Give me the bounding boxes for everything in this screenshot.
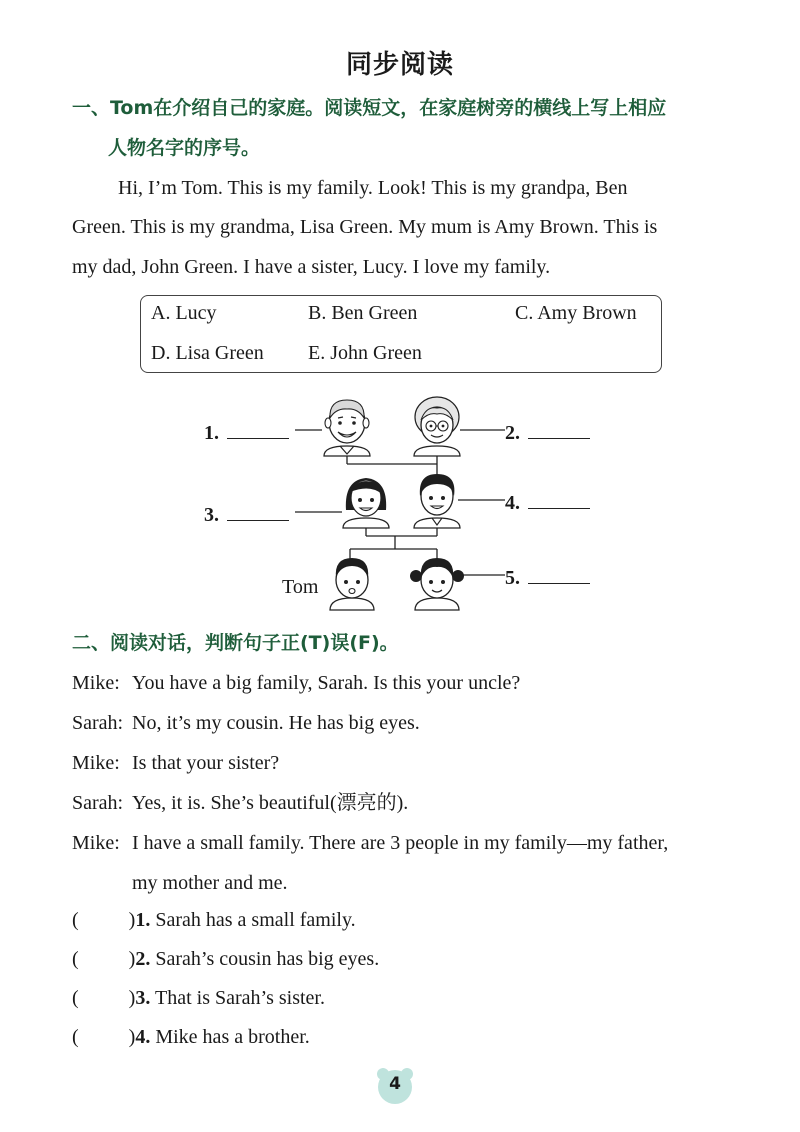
question-text: Sarah’s cousin has big eyes. <box>150 948 380 970</box>
option-c: C. Amy Brown <box>515 302 637 324</box>
page-number-badge <box>374 1064 416 1106</box>
tree-number-1: 1. <box>204 422 219 444</box>
answer-paren-close: ) <box>128 987 136 1009</box>
dialogue-text: You have a big family, Sarah. Is this your uncle? <box>132 672 521 694</box>
grandma-figure <box>414 397 460 456</box>
tf-question <box>72 979 752 1018</box>
mum-figure <box>343 478 389 528</box>
answer-paren-close: ) <box>128 1026 136 1048</box>
option-a: A. Lucy <box>151 302 217 324</box>
tree-label-1 <box>204 420 289 445</box>
answer-paren-open: ( <box>72 987 79 1009</box>
passage-line2: Green. This is my grandma, Lisa Green. My mum is Amy Brown. This is <box>72 216 658 238</box>
dialogue-text: Yes, it is. She’s beautiful(漂亮的). <box>132 792 409 814</box>
question-number: 2. <box>135 948 151 970</box>
tree-number-5: 5. <box>505 567 520 589</box>
dad-figure <box>414 474 460 528</box>
speaker: Mike: <box>72 752 120 774</box>
answer-paren-open: ( <box>72 1026 79 1048</box>
section1-heading-line1: 一、Tom在介绍自己的家庭。阅读短文，在家庭树旁的横线上写上相应 <box>72 97 667 119</box>
answer-blank-2[interactable] <box>528 420 590 439</box>
question-text: Mike has a brother. <box>150 1026 310 1048</box>
question-number: 4. <box>135 1026 151 1048</box>
section1-heading-line2: 人物名字的序号。 <box>108 137 261 159</box>
tree-number-2: 2. <box>505 422 520 444</box>
answer-paren-open: ( <box>72 909 79 931</box>
dialogue-line <box>72 743 752 783</box>
answer-blank-1[interactable] <box>227 420 289 439</box>
dialogue-line <box>72 823 752 863</box>
tf-answer-slot-4[interactable] <box>79 1018 129 1057</box>
tom-label: Tom <box>282 576 319 598</box>
tf-questions <box>72 901 752 1057</box>
answer-blank-4[interactable] <box>528 490 590 509</box>
answer-paren-close: ) <box>128 948 136 970</box>
dialogue-line <box>72 703 752 743</box>
option-e: E. John Green <box>308 342 422 364</box>
tf-answer-slot-3[interactable] <box>79 979 129 1018</box>
tree-number-3: 3. <box>204 504 219 526</box>
dialogue <box>72 663 752 903</box>
passage-line3: my dad, John Green. I have a sister, Lucy. I love my family. <box>72 256 551 278</box>
grandpa-figure <box>324 400 370 456</box>
answer-blank-5[interactable] <box>528 565 590 584</box>
speaker: Mike: <box>72 672 120 694</box>
question-text: Sarah has a small family. <box>150 909 356 931</box>
tom-figure <box>330 558 374 610</box>
dialogue-text: my mother and me. <box>132 872 288 894</box>
speaker: Sarah: <box>72 792 124 814</box>
family-tree <box>200 392 620 617</box>
tree-label-4 <box>505 490 590 515</box>
page-title: 同步阅读 <box>345 50 454 80</box>
dialogue-text: No, it’s my cousin. He has big eyes. <box>132 712 420 734</box>
question-number: 1. <box>135 909 151 931</box>
answer-paren-close: ) <box>128 909 136 931</box>
tf-answer-slot-2[interactable] <box>79 940 129 979</box>
dialogue-line <box>72 783 752 823</box>
tree-label-2 <box>505 420 590 445</box>
question-text: That is Sarah’s sister. <box>150 987 325 1009</box>
option-d: D. Lisa Green <box>151 342 264 364</box>
dialogue-text: I have a small family. There are 3 people in my family—my father, <box>132 832 669 854</box>
dialogue-line <box>72 663 752 703</box>
section2-heading: 二、阅读对话，判断句子正(T)误(F)。 <box>72 632 399 654</box>
lucy-figure <box>410 558 464 610</box>
tf-question <box>72 1018 752 1057</box>
speaker <box>72 863 132 903</box>
answer-blank-3[interactable] <box>227 502 289 521</box>
options-box <box>140 295 662 373</box>
answer-paren-open: ( <box>72 948 79 970</box>
dialogue-text: Is that your sister? <box>132 752 280 774</box>
speaker: Mike: <box>72 832 120 854</box>
dialogue-line <box>72 863 752 903</box>
tree-label-3 <box>204 502 289 527</box>
speaker: Sarah: <box>72 712 124 734</box>
tf-answer-slot-1[interactable] <box>79 901 129 940</box>
tf-question <box>72 901 752 940</box>
tf-question <box>72 940 752 979</box>
tree-number-4: 4. <box>505 492 520 514</box>
tree-label-5 <box>505 565 590 590</box>
question-number: 3. <box>135 987 151 1009</box>
passage-line1: Hi, I’m Tom. This is my family. Look! This is my grandpa, Ben <box>118 177 628 199</box>
page-number: 4 <box>389 1074 401 1094</box>
option-b: B. Ben Green <box>308 302 418 324</box>
